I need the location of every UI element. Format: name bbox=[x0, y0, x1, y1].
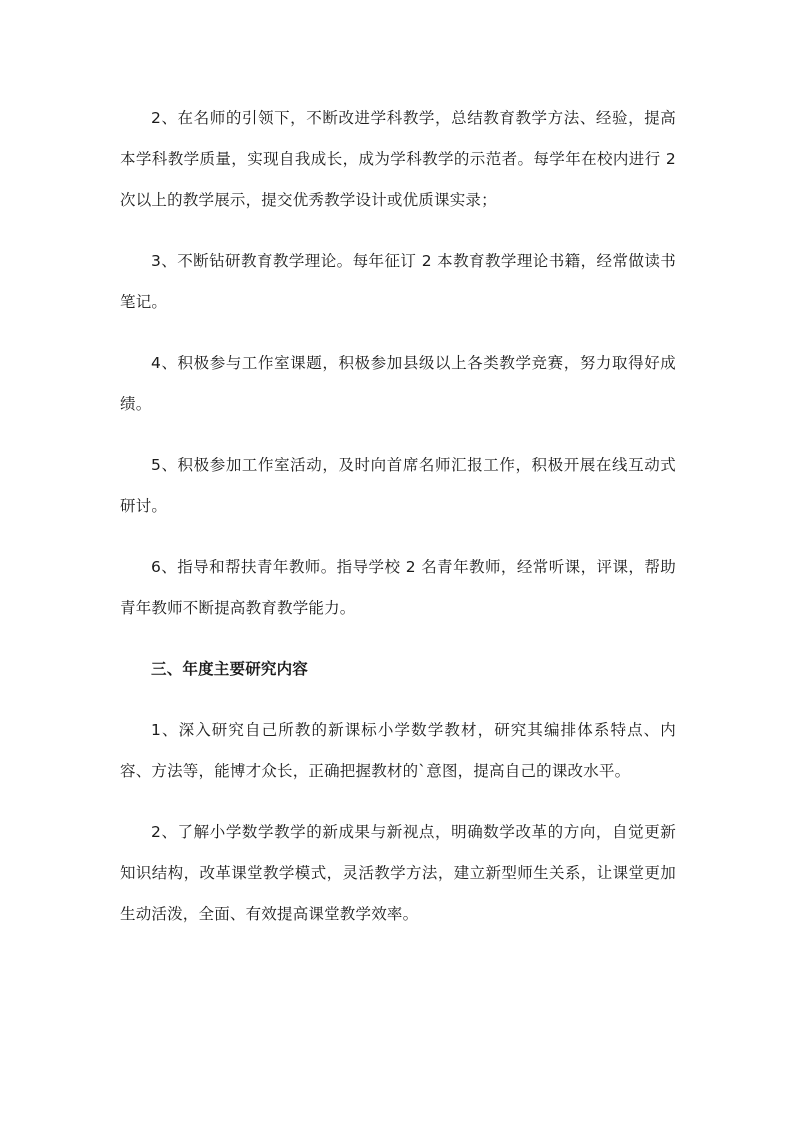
document-body bbox=[120, 98, 676, 955]
paragraph-goal-4: 4、积极参与工作室课题，积极参加县级以上各类教学竞赛，努力取得好成绩。 bbox=[120, 354, 676, 413]
paragraph-goal-3: 3、不断钻研教育教学理论。每年征订 2 本教育教学理论书籍，经常做读书笔记。 bbox=[120, 252, 676, 311]
paragraph-goal-5: 5、积极参加工作室活动，及时向首席名师汇报工作，积极开展在线互动式研讨。 bbox=[120, 456, 676, 515]
paragraph-goal-6: 6、指导和帮扶青年教师。指导学校 2 名青年教师，经常听课，评课，帮助青年教师不断提高教育教学能力。 bbox=[120, 558, 676, 617]
paragraph-research-2: 2、了解小学数学教学的新成果与新视点，明确数学改革的方向，自觉更新知识结构，改革课堂教学模式，灵活教学方法，建立新型师生关系，让课堂更加生动活泼，全面、有效提高课堂教学效率。 bbox=[120, 823, 676, 923]
section-heading-research-content: 三、年度主要研究内容 bbox=[151, 660, 309, 678]
paragraph-research-1: 1、深入研究自己所教的新课标小学数学教材，研究其编排体系特点、内容、方法等，能博才众长，正确把握教材的`意图，提高自己的课改水平。 bbox=[120, 721, 676, 780]
paragraph-goal-2: 2、在名师的引领下，不断改进学科教学，总结教育教学方法、经验，提高本学科教学质量，实现自我成长，成为学科教学的示范者。每学年在校内进行 2 次以上的教学展示，提交优秀教学设计或优质课实录； bbox=[120, 109, 676, 209]
